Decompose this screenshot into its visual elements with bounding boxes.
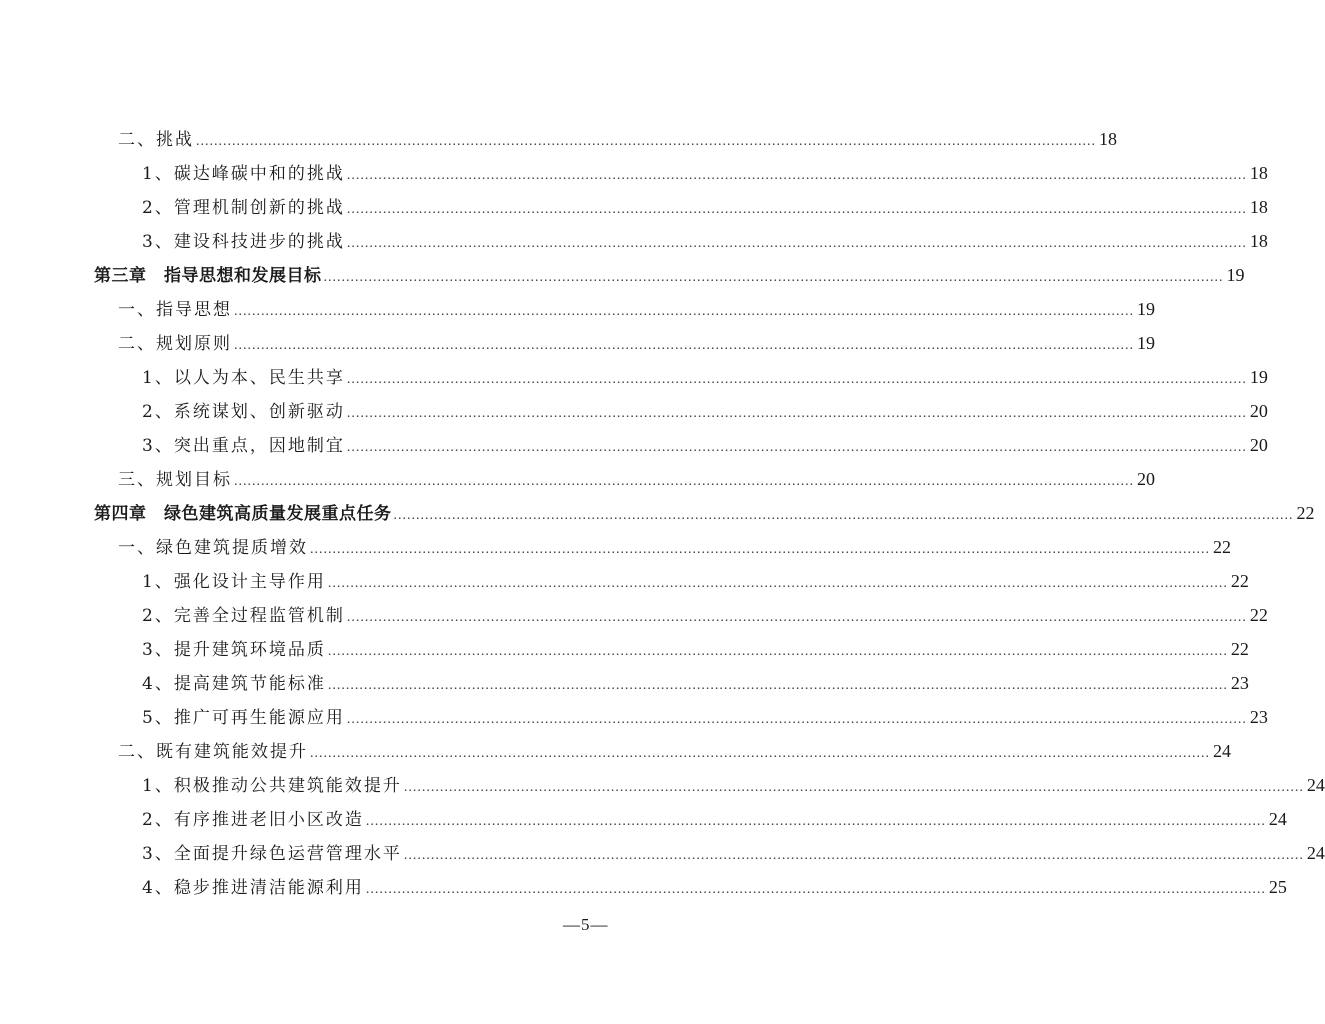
toc-entry[interactable] bbox=[142, 570, 1249, 592]
toc-leader-dots: ........................................................................................................................................................................................................ bbox=[323, 270, 1224, 285]
toc-entry-page: 22 bbox=[1230, 639, 1249, 659]
toc-leader-dots: ........................................................................................................................................................................................................ bbox=[346, 168, 1247, 183]
toc-leader-dots: ........................................................................................................................................................................................................ bbox=[346, 406, 1247, 421]
toc-entry-label: 1、以人为本、民生共享 bbox=[142, 368, 345, 388]
toc-leader-dots: ........................................................................................................................................................................................................ bbox=[310, 542, 1210, 557]
toc-entry-label: 2、系统谋划、创新驱动 bbox=[142, 402, 345, 422]
toc-leader-dots: ........................................................................................................................................................................................................ bbox=[327, 644, 1228, 659]
toc-entry-page: 22 bbox=[1230, 571, 1249, 591]
toc-entry-page: 20 bbox=[1249, 435, 1268, 455]
toc-entry-page: 18 bbox=[1249, 231, 1268, 251]
toc-entry-label: 2、完善全过程监管机制 bbox=[142, 606, 345, 626]
toc-leader-dots: ........................................................................................................................................................................................................ bbox=[365, 814, 1266, 829]
toc-entry-label: 1、强化设计主导作用 bbox=[142, 572, 326, 592]
toc-chapter-entry[interactable] bbox=[94, 264, 1245, 286]
toc-entry[interactable] bbox=[142, 638, 1249, 660]
toc-entry[interactable] bbox=[118, 332, 1155, 354]
toc-leader-dots: ........................................................................................................................................................................................................ bbox=[310, 746, 1210, 761]
toc-entry-label: 4、稳步推进清洁能源利用 bbox=[142, 878, 364, 898]
toc-entry[interactable] bbox=[142, 842, 1325, 864]
toc-entry-page: 22 bbox=[1296, 503, 1315, 523]
toc-entry-page: 19 bbox=[1249, 367, 1268, 387]
toc-entry[interactable] bbox=[118, 536, 1231, 558]
toc-entry-label: 3、提升建筑环境品质 bbox=[142, 640, 326, 660]
toc-entry-page: 24 bbox=[1213, 741, 1231, 761]
toc-leader-dots: ........................................................................................................................................................................................................ bbox=[346, 202, 1247, 217]
toc-leader-dots: ........................................................................................................................................................................................................ bbox=[346, 236, 1247, 251]
toc-entry-label: 1、碳达峰碳中和的挑战 bbox=[142, 164, 345, 184]
toc-entry-label: 5、推广可再生能源应用 bbox=[142, 708, 345, 728]
toc-entry[interactable] bbox=[142, 706, 1268, 728]
toc-chapter-entry[interactable] bbox=[94, 502, 1315, 524]
toc-entry-page: 19 bbox=[1137, 299, 1155, 319]
toc-entry-label: 第三章 指导思想和发展目标 bbox=[94, 266, 322, 286]
toc-entry-label: 一、绿色建筑提质增效 bbox=[118, 538, 308, 558]
toc-entry-label: 4、提高建筑节能标准 bbox=[142, 674, 326, 694]
toc-leader-dots: ........................................................................................................................................................................................................ bbox=[234, 338, 1134, 353]
toc-entry-page: 24 bbox=[1306, 843, 1325, 863]
toc-entry-label: 第四章 绿色建筑高质量发展重点任务 bbox=[94, 504, 392, 524]
toc-leader-dots: ........................................................................................................................................................................................................ bbox=[346, 610, 1247, 625]
toc-entry[interactable] bbox=[118, 298, 1155, 320]
toc-entry-page: 23 bbox=[1230, 673, 1249, 693]
toc-entry-label: 3、全面提升绿色运营管理水平 bbox=[142, 844, 402, 864]
toc-entry[interactable] bbox=[142, 434, 1268, 456]
toc-leader-dots: ........................................................................................................................................................................................................ bbox=[393, 508, 1294, 523]
toc-entry[interactable] bbox=[142, 366, 1268, 388]
toc-entry[interactable] bbox=[142, 774, 1325, 796]
toc-entry[interactable] bbox=[142, 230, 1268, 252]
toc-entry-label: 二、挑战 bbox=[118, 130, 194, 150]
toc-entry-page: 22 bbox=[1249, 605, 1268, 625]
toc-entry[interactable] bbox=[142, 808, 1287, 830]
toc-entry[interactable] bbox=[118, 740, 1231, 762]
toc-leader-dots: ........................................................................................................................................................................................................ bbox=[346, 440, 1247, 455]
toc-entry[interactable] bbox=[142, 604, 1268, 626]
toc-entry-label: 2、有序推进老旧小区改造 bbox=[142, 810, 364, 830]
page-number: —5— bbox=[563, 915, 609, 934]
toc-leader-dots: ........................................................................................................................................................................................................ bbox=[234, 474, 1134, 489]
toc-entry-page: 20 bbox=[1249, 401, 1268, 421]
toc-entry-page: 22 bbox=[1213, 537, 1231, 557]
toc-entry[interactable] bbox=[142, 876, 1287, 898]
toc-leader-dots: ........................................................................................................................................................................................................ bbox=[403, 848, 1304, 863]
toc-entry-page: 19 bbox=[1226, 265, 1245, 285]
toc-entry-page: 19 bbox=[1137, 333, 1155, 353]
toc-entry-page: 24 bbox=[1268, 809, 1287, 829]
toc-entry-label: 2、管理机制创新的挑战 bbox=[142, 198, 345, 218]
toc-entry-label: 3、建设科技进步的挑战 bbox=[142, 232, 345, 252]
toc-entry-label: 1、积极推动公共建筑能效提升 bbox=[142, 776, 402, 796]
toc-entry[interactable] bbox=[142, 400, 1268, 422]
toc-leader-dots: ........................................................................................................................................................................................................ bbox=[346, 712, 1247, 727]
toc-leader-dots: ........................................................................................................................................................................................................ bbox=[196, 134, 1096, 149]
toc-entry-page: 25 bbox=[1268, 877, 1287, 897]
toc-entry-label: 3、突出重点，因地制宜 bbox=[142, 436, 345, 456]
toc-entry-page: 18 bbox=[1249, 163, 1268, 183]
toc-leader-dots: ........................................................................................................................................................................................................ bbox=[234, 304, 1134, 319]
toc-entry-page: 18 bbox=[1249, 197, 1268, 217]
toc-entry[interactable] bbox=[118, 468, 1155, 490]
toc-entry[interactable] bbox=[142, 162, 1268, 184]
toc-entry-page: 24 bbox=[1306, 775, 1325, 795]
toc-entry-label: 三、规划目标 bbox=[118, 470, 232, 490]
toc-leader-dots: ........................................................................................................................................................................................................ bbox=[403, 780, 1304, 795]
toc-entry-page: 20 bbox=[1137, 469, 1155, 489]
toc-entry-label: 一、指导思想 bbox=[118, 300, 232, 320]
toc-entry-label: 二、既有建筑能效提升 bbox=[118, 742, 308, 762]
toc-entry-page: 23 bbox=[1249, 707, 1268, 727]
toc-entry-page: 18 bbox=[1099, 129, 1117, 149]
toc-entry[interactable] bbox=[118, 128, 1117, 150]
toc-leader-dots: ........................................................................................................................................................................................................ bbox=[327, 678, 1228, 693]
toc-entry[interactable] bbox=[142, 672, 1249, 694]
toc-leader-dots: ........................................................................................................................................................................................................ bbox=[365, 882, 1266, 897]
toc-leader-dots: ........................................................................................................................................................................................................ bbox=[327, 576, 1228, 591]
toc-entry[interactable] bbox=[142, 196, 1268, 218]
toc-leader-dots: ........................................................................................................................................................................................................ bbox=[346, 372, 1247, 387]
toc-entry-label: 二、规划原则 bbox=[118, 334, 232, 354]
